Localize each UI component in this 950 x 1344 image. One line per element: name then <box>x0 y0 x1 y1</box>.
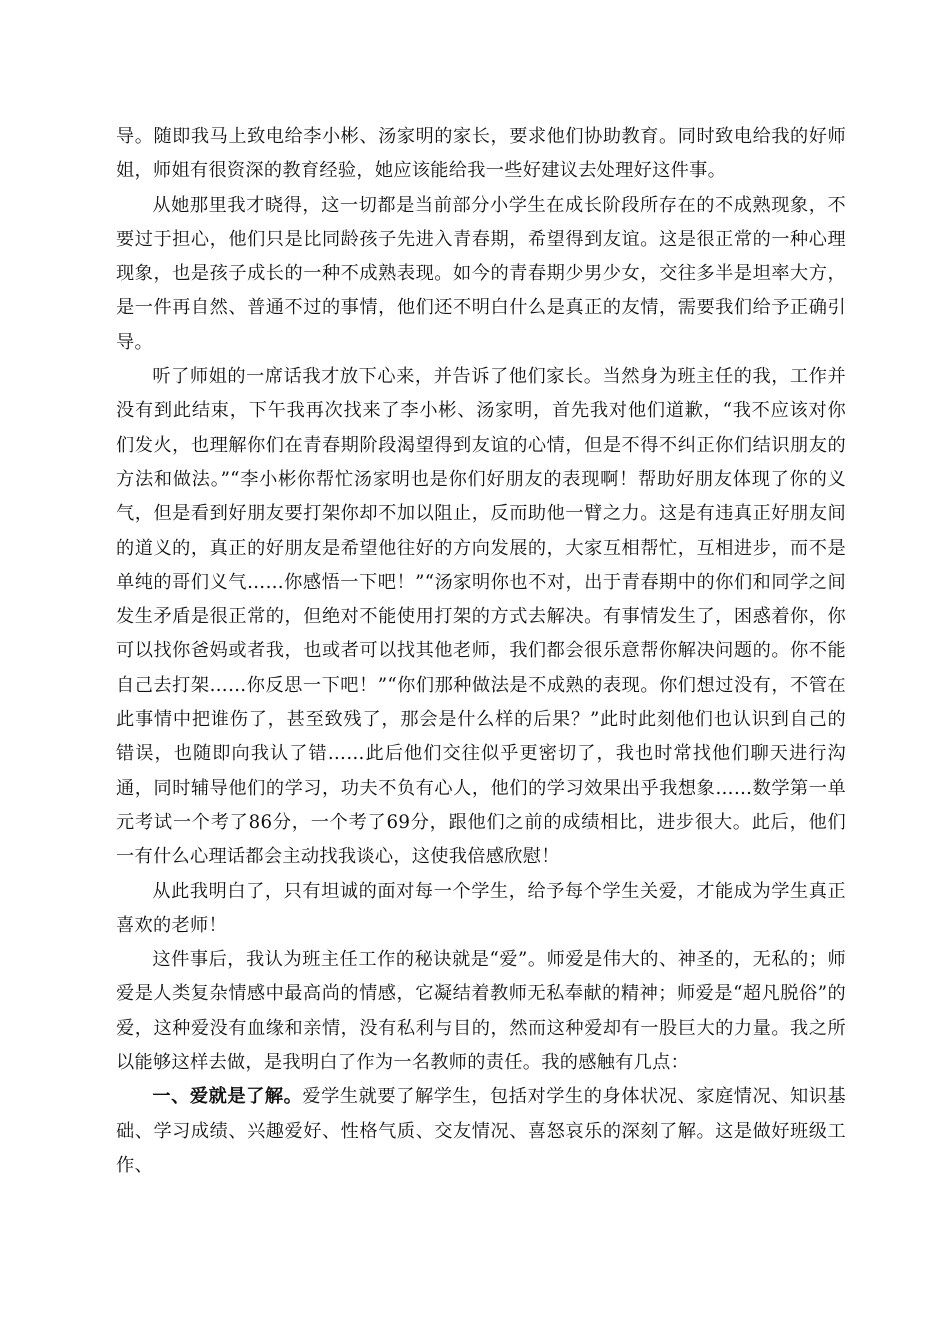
paragraph: 听了师姐的一席话我才放下心来，并告诉了他们家长。当然身为班主任的我，工作并没有到此结束，下午我再次找来了李小彬、汤家明，首先我对他们道歉，“我不应该对你们发火，也理解你们在青春期阶段渴望得到友谊的心情，但是不得不纠正你们结识朋友的方法和做法。”“李小彬你帮忙汤家明也是你们好朋友的表现啊！帮助好朋友体现了你的义气，但是看到好朋友要打架你却不加以阻止，反而助他一臂之力。这是有违真正好朋友间的道义的，真正的好朋友是希望他往好的方向发展的，大家互相帮忙，互相进步，而不是单纯的哥们义气……你感悟一下吧！”“汤家明你也不对，出于青春期中的你们和同学之间发生矛盾是很正常的，但绝对不能使用打架的方式去解决。有事情发生了，困惑着你，你可以找你爸妈或者我，也或者可以找其他老师，我们都会很乐意帮你解决问题的。你不能自己去打架……你反思一下吧！”“你们那种做法是不成熟的表现。你们想过没有，不管在此事情中把谁伤了，甚至致残了，那会是什么样的后果？”此时此刻他们也认识到自己的错误，也随即向我认了错……此后他们交往似乎更密切了，我也时常找他们聊天进行沟通，同时辅导他们的学习，功夫不负有心人，他们的学习效果出乎我想象……数学第一单元考试一个考了86分，一个考了69分，跟他们之前的成绩相比，进步很大。此后，他们一有什么心理话都会主动找我谈心，这使我倍感欣慰！ <box>116 366 846 868</box>
point-body: 爱学生就要了解学生，包括对学生的身体状况、家庭情况、知识基础、学习成绩、兴趣爱好、性格气质、交友情况、喜怒哀乐的深刻了解。这是做好班级工作、 <box>116 1086 846 1176</box>
paragraph: 从此我明白了，只有坦诚的面对每一个学生，给予每个学生关爱，才能成为学生真正喜欢的老师！ <box>116 880 846 936</box>
body-text <box>116 120 846 1183</box>
paragraph-point-one <box>116 1080 846 1183</box>
paragraph-continued: 导。随即我马上致电给李小彬、汤家明的家长，要求他们协助教育。同时致电给我的好师姐，师姐有很资深的教育经验，她应该能给我一些好建议去处理好这件事。 <box>116 126 846 182</box>
paragraph: 这件事后，我认为班主任工作的秘诀就是“爱”。师爱是伟大的、神圣的，无私的；师爱是人类复杂情感中最高尚的情感，它凝结着教师无私奉献的精神；师爱是“超凡脱俗”的爱，这种爱没有血缘和亲情，没有私利与目的，然而这种爱却有一股巨大的力量。我之所以能够这样去做，是我明白了作为一名教师的责任。我的感触有几点： <box>116 949 846 1074</box>
point-heading: 一、爱就是了解。 <box>152 1086 303 1108</box>
paragraph: 从她那里我才晓得，这一切都是当前部分小学生在成长阶段所存在的不成熟现象，不要过于担心，他们只是比同龄孩子先进入青春期，希望得到友谊。这是很正常的一种心理现象，也是孩子成长的一种不成熟表现。如今的青春期少男少女，交往多半是坦率大方，是一件再自然、普通不过的事情，他们还不明白什么是真正的友情，需要我们给予正确引导。 <box>116 194 846 353</box>
